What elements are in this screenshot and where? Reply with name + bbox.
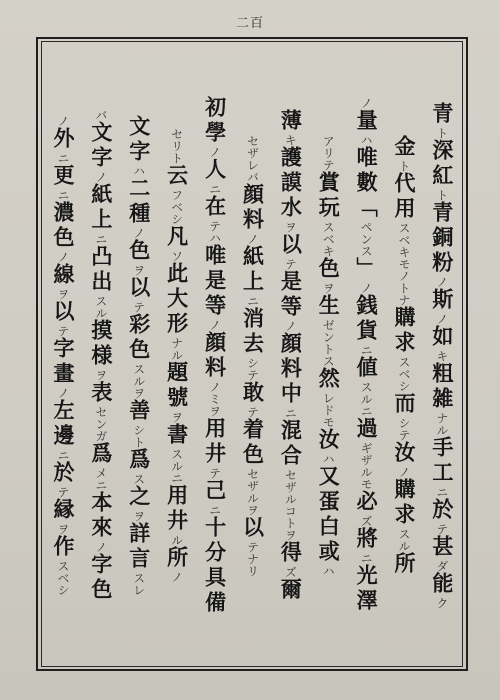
text-column-9: 文字ハ二種ノ色ヲ以テ彩色スルヲ善シト爲ス之ヲ詳言スレ — [126, 115, 152, 596]
text-column-11: ノ外ニ更ニ濃色ノ線ヲ以テ字畫ノ左邊ニ於テ縁ヲ作スベシ — [51, 115, 76, 596]
page-number: 二百 — [236, 16, 265, 31]
text-column-1: 青ト深紅ト青銅粉ノ斯ノ如キ粗雑ナル手工ニ於テ甚ダ能ク — [429, 102, 455, 609]
text-column-5: 薄キ護謨水ヲ以テ是等ノ顔料中ニ混合セザルコトヲ得ズ爾 — [278, 108, 304, 603]
text-column-3: ノ量ハ唯數「ペンス」ノ銭貨ニ値スルニ過ギザルモ必ズ將ニ光澤 — [354, 97, 380, 614]
text-column-6: セザレバ顔料ノ紙上ニ消去シテ敢テ着色セザルヲ以テナリ — [240, 134, 266, 577]
text-columns — [45, 48, 460, 663]
text-column-8: セリト云フベシ凡ソ此大形ナル題號ヲ書スルニ用井ル所ノ — [164, 128, 190, 583]
text-column-4: アリテ賞玩スベキ色ヲ生ゼントス然レドモ汝ハ又蛋白或ハ — [316, 134, 342, 577]
text-column-2: 金ト代用スベキモノトナ購求スベシ而シテ汝ノ購求スル所 — [392, 134, 418, 577]
text-column-7: 初學ノ人ニ在テハ唯是等ノ顔料ノミヲ用井テ己ニ十分具備 — [202, 95, 228, 616]
text-column-10: バ文字ノ紙上ニ凸出スル摸様ヲ表センガ爲メニ本來ノ字色 — [88, 108, 114, 603]
